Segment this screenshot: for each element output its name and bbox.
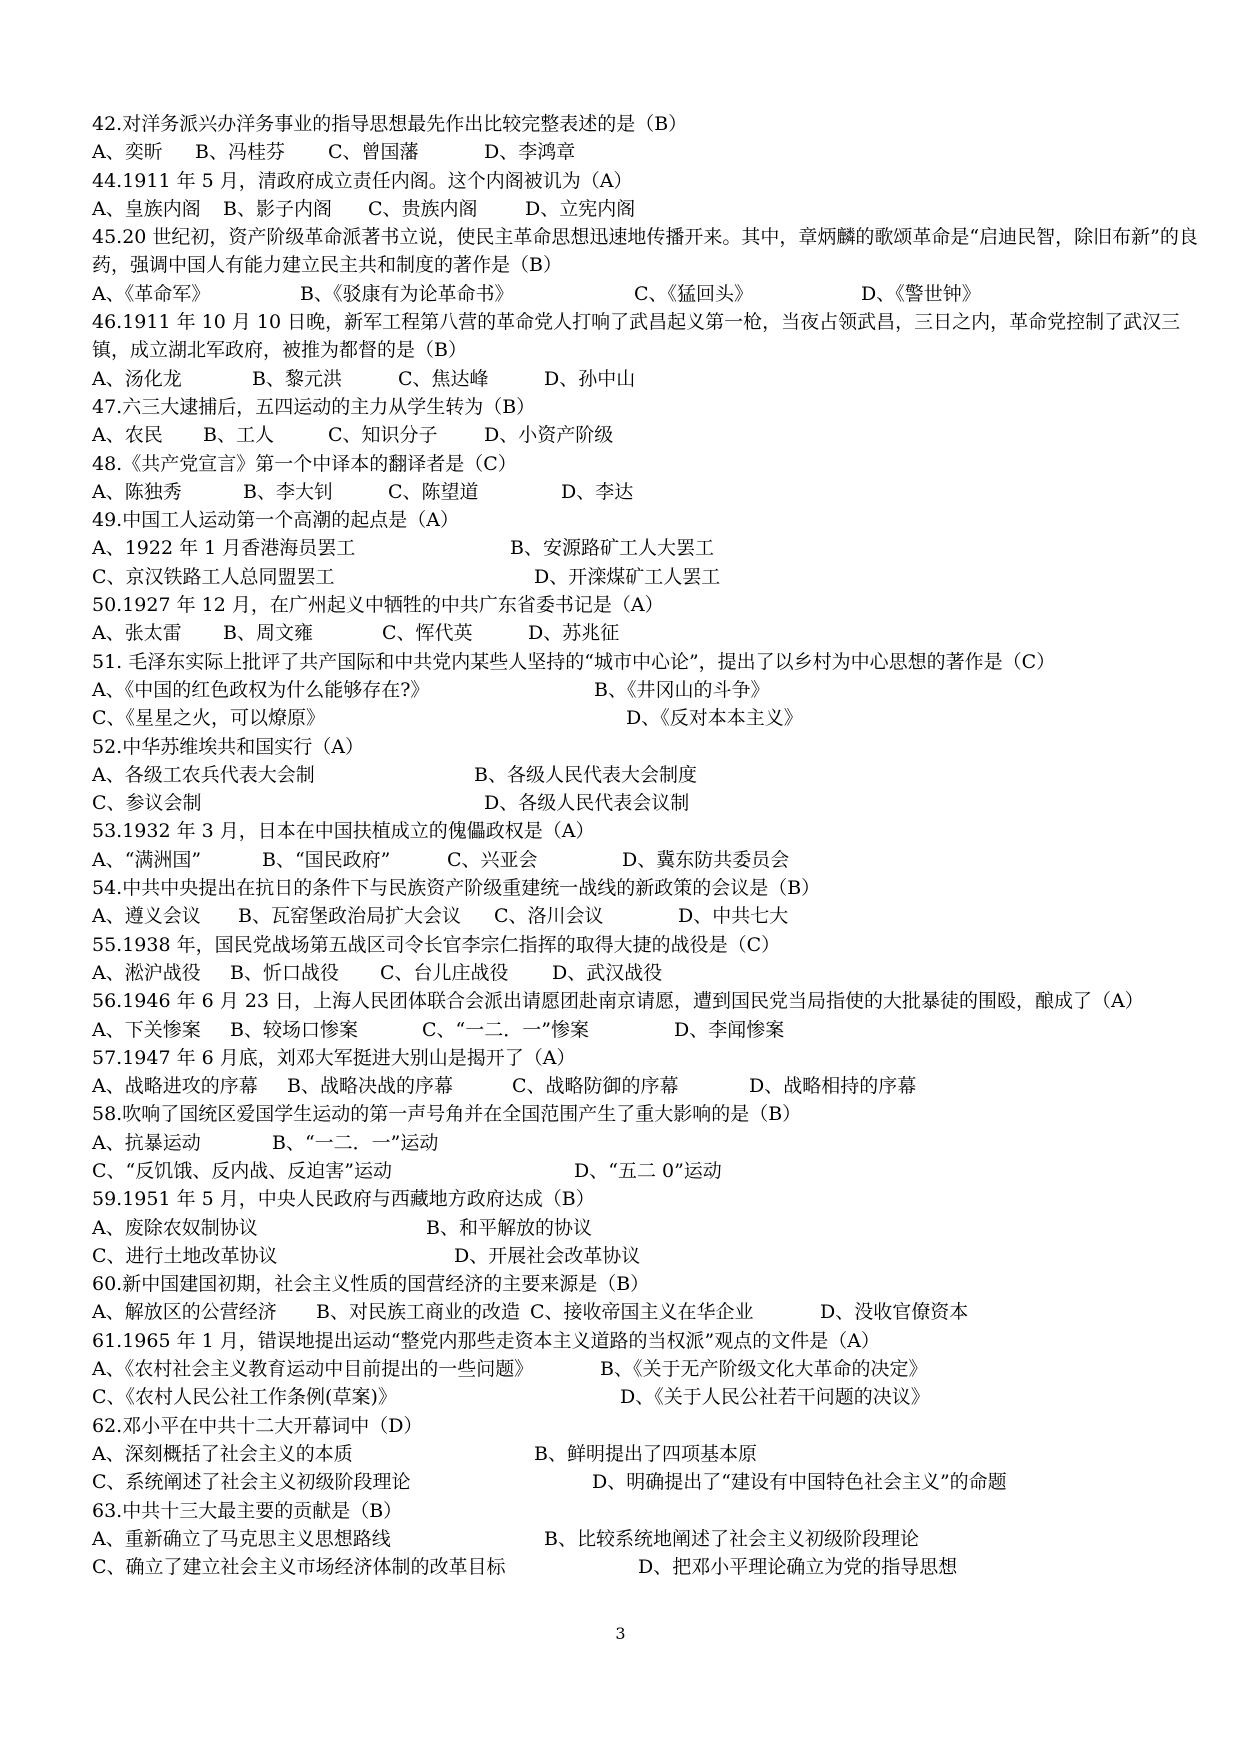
question-stem: 53.1932 年 3 月，日本在中国扶植成立的傀儡政权是（A）	[92, 820, 595, 843]
options-row	[92, 789, 1202, 817]
option: B、较场口惨案	[230, 1018, 358, 1041]
option: C、确立了建立社会主义市场经济体制的改革目标	[92, 1556, 506, 1579]
option: B、冯桂芬	[195, 141, 285, 164]
option: A、解放区的公营经济	[92, 1301, 277, 1324]
option: D、孙中山	[544, 367, 636, 390]
option: B、黎元洪	[252, 367, 342, 390]
option: C、战略防御的序幕	[512, 1075, 679, 1098]
option: B、影子内阁	[223, 197, 332, 220]
question-stem: 52.中华苏维埃共和国实行（A）	[92, 735, 364, 758]
options-row	[92, 195, 1202, 223]
options-row	[92, 761, 1202, 789]
question-stem: 55.1938 年，国民党战场第五战区司令长官李宗仁指挥的取得大捷的战役是（C）	[92, 933, 781, 956]
question-stem: 45.20 世纪初，资产阶级革命派著书立说，使民主革命思想迅速地传播开来。其中，章炳麟的歌颂革命是“启迪民智，除旧布新”的良药，强调中国人有能力建立民主共和制度的著作是（B）	[92, 226, 1198, 277]
option: C、接收帝国主义在华企业	[530, 1301, 754, 1324]
options-row	[92, 1242, 1202, 1270]
option: B、战略决战的序幕	[287, 1075, 453, 1098]
option: B、李大钊	[243, 480, 333, 503]
option: B、周文雍	[223, 622, 313, 645]
option: C、恽代英	[382, 622, 473, 645]
option: B、“国民政府”	[262, 848, 391, 871]
question-stem: 49.中国工人运动第一个高潮的起点是（A）	[92, 509, 459, 532]
options-row	[92, 676, 1202, 704]
option: B、忻口战役	[230, 961, 339, 984]
options-row	[92, 1214, 1202, 1242]
option: D、各级人民代表会议制	[484, 792, 690, 815]
options-row	[92, 1072, 1202, 1100]
option: A、下关惨案	[92, 1018, 201, 1041]
option: C、陈望道	[388, 480, 479, 503]
option: A、《革命军》	[92, 282, 211, 305]
option: D、武汉战役	[552, 961, 663, 984]
option: C、兴亚会	[447, 848, 538, 871]
option: B、和平解放的协议	[426, 1216, 592, 1239]
options-row	[92, 1383, 1202, 1411]
question-stem: 44.1911 年 5 月，清政府成立责任内阁。这个内阁被讥为（A）	[92, 169, 633, 192]
question-stem: 50.1927 年 12 月，在广州起义中牺牲的中共广东省委书记是（A）	[92, 594, 664, 617]
question-stem: 59.1951 年 5 月，中央人民政府与西藏地方政府达成（B）	[92, 1188, 595, 1211]
option: C、《星星之火，可以燎原》	[92, 707, 326, 730]
option: A、深刻概括了社会主义的本质	[92, 1442, 353, 1465]
option: C、《农村人民公社工作条例(草案)》	[92, 1386, 397, 1409]
option: D、立宪内阁	[525, 197, 636, 220]
options-row	[92, 1440, 1202, 1468]
question-stem: 54.中共中央提出在抗日的条件下与民族资产阶级重建统一战线的新政策的会议是（B）	[92, 877, 821, 900]
options-row	[92, 1016, 1202, 1044]
option: B、“一二．一”运动	[272, 1131, 439, 1154]
option: A、陈独秀	[92, 480, 182, 503]
option: C、台儿庄战役	[380, 961, 509, 984]
option: B、《驳康有为论革命书》	[300, 282, 514, 305]
option: A、《农村社会主义教育运动中目前提出的一些问题》	[92, 1358, 534, 1381]
options-row	[92, 1355, 1202, 1383]
option: D、明确提出了“建设有中国特色社会主义”的命题	[592, 1471, 1007, 1494]
question-stem: 58.吹响了国统区爱国学生运动的第一声号角并在全国范围产生了重大影响的是（B）	[92, 1103, 802, 1126]
option: D、苏兆征	[528, 622, 620, 645]
page-number: 3	[615, 1624, 626, 1643]
option: D、没收官僚资本	[820, 1301, 969, 1324]
option: D、《反对本本主义》	[626, 707, 803, 730]
option: B、《井冈山的斗争》	[594, 678, 770, 701]
option: C、洛川会议	[494, 905, 604, 928]
option: A、各级工农兵代表大会制	[92, 763, 315, 786]
options-row	[92, 563, 1202, 591]
option: A、汤化龙	[92, 367, 182, 390]
question-stem: 63.中共十三大最主要的贡献是（B）	[92, 1499, 403, 1522]
question-stem: 46.1911 年 10 月 10 日晚，新军工程第八营的革命党人打响了武昌起义第一枪，当夜占领武昌，三日之内，革命党控制了武汉三镇，成立湖北军政府，被推为都督的是（B）	[92, 311, 1181, 362]
options-row	[92, 704, 1202, 732]
option: C、曾国藩	[328, 141, 419, 164]
options-row	[92, 478, 1202, 506]
option: D、李达	[561, 480, 634, 503]
option: A、1922 年 1 月香港海员罢工	[92, 537, 356, 560]
option: D、《警世钟》	[861, 282, 981, 305]
question-stem: 60.新中国建国初期，社会主义性质的国营经济的主要来源是（B）	[92, 1273, 650, 1296]
option: D、把邓小平理论确立为党的指导思想	[638, 1556, 958, 1579]
option: A、遵义会议	[92, 905, 201, 928]
options-row	[92, 619, 1202, 647]
option: B、《关于无产阶级文化大革命的决定》	[600, 1358, 928, 1381]
option: D、李闻惨案	[674, 1018, 785, 1041]
options-row	[92, 1525, 1202, 1553]
option: C、参议会制	[92, 792, 202, 815]
option: A、奕昕	[92, 141, 163, 164]
option: A、重新确立了马克思主义思想路线	[92, 1527, 391, 1550]
option: A、废除农奴制协议	[92, 1216, 258, 1239]
option: D、中共七大	[678, 905, 789, 928]
option: A、淞沪战役	[92, 961, 201, 984]
option: B、安源路矿工人大罢工	[510, 537, 714, 560]
question-stem: 47.六三大逮捕后，五四运动的主力从学生转为（B）	[92, 395, 536, 418]
option: A、“满洲国”	[92, 848, 202, 871]
options-row	[92, 1553, 1202, 1581]
option: B、各级人民代表大会制度	[474, 763, 697, 786]
option: D、战略相持的序幕	[749, 1075, 917, 1098]
question-stem: 61.1965 年 1 月，错误地提出运动“整党内那些走资本主义道路的当权派”观点的文件是（A）	[92, 1329, 880, 1352]
question-stem: 51. 毛泽东实际上批评了共产国际和中共党内某些人坚持的“城市中心论”，提出了以乡村为中心思想的著作是（C）	[92, 650, 1056, 673]
option: A、农民	[92, 424, 163, 447]
option: A、皇族内阁	[92, 197, 201, 220]
option: C、“一二．一”惨案	[422, 1018, 589, 1041]
option: C、京汉铁路工人总同盟罢工	[92, 565, 335, 588]
options-row	[92, 846, 1202, 874]
options-row	[92, 959, 1202, 987]
question-stem: 57.1947 年 6 月底，刘邓大军挺进大别山是揭开了（A）	[92, 1046, 576, 1069]
option: B、对民族工商业的改造	[316, 1301, 520, 1324]
option: B、比较系统地阐述了社会主义初级阶段理论	[544, 1527, 919, 1550]
option: D、《关于人民公社若干问题的决议》	[620, 1386, 930, 1409]
option: D、开滦煤矿工人罢工	[534, 565, 721, 588]
option: C、系统阐述了社会主义初级阶段理论	[92, 1471, 411, 1494]
option: C、贵族内阁	[368, 197, 478, 220]
option: B、鲜明提出了四项基本原	[534, 1442, 757, 1465]
options-row	[92, 534, 1202, 562]
option: A、张太雷	[92, 622, 182, 645]
document-body	[92, 110, 1202, 1581]
option: C、知识分子	[328, 424, 438, 447]
option: C、“反饥饿、反内战、反迫害”运动	[92, 1159, 392, 1182]
option: B、瓦窑堡政治局扩大会议	[238, 905, 461, 928]
option: A、战略进攻的序幕	[92, 1075, 258, 1098]
options-row	[92, 365, 1202, 393]
question-stem: 56.1946 年 6 月 23 日，上海人民团体联合会派出请愿团赴南京请愿，遭到国民党当局指使的大批暴徒的围殴，酿成了（A）	[92, 990, 1144, 1013]
options-row	[92, 902, 1202, 930]
option: D、开展社会改革协议	[454, 1244, 641, 1267]
question-stem: 48.《共产党宣言》第一个中译本的翻译者是（C）	[92, 452, 517, 475]
options-row	[92, 1129, 1202, 1157]
option: B、工人	[203, 424, 274, 447]
option: C、进行土地改革协议	[92, 1244, 278, 1267]
option: D、小资产阶级	[484, 424, 614, 447]
options-row	[92, 1157, 1202, 1185]
question-stem: 62.邓小平在中共十二大开幕词中（D）	[92, 1414, 423, 1437]
options-row	[92, 421, 1202, 449]
options-row	[92, 138, 1202, 166]
option: D、李鸿章	[484, 141, 576, 164]
option: C、焦达峰	[398, 367, 489, 390]
option: D、冀东防共委员会	[622, 848, 790, 871]
option: A、《中国的红色政权为什么能够存在?》	[92, 678, 430, 701]
question-stem: 42.对洋务派兴办洋务事业的指导思想最先作出比较完整表述的是（B）	[92, 113, 688, 135]
option: A、抗暴运动	[92, 1131, 201, 1154]
option: C、《猛回头》	[634, 282, 754, 305]
options-row	[92, 1468, 1202, 1496]
options-row	[92, 1298, 1202, 1326]
option: D、“五二 0”运动	[574, 1159, 722, 1182]
options-row	[92, 280, 1202, 308]
